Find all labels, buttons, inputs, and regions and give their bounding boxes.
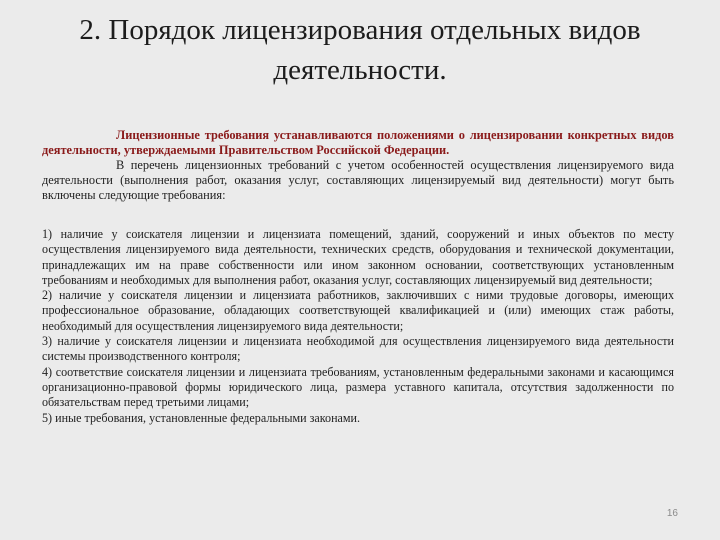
requirement-item: 2) наличие у соискателя лицензии и лицензиата работников, заключивших с ними трудовые договоры, имеющих профессиональное образование, обладающих соответствующей квалификацией и (или) имеющих стаж работы, необходимый для осуществления лицензируемого вида деятельности; xyxy=(42,288,674,333)
slide-title: 2. Порядок лицензирования отдельных видов деятельности. xyxy=(79,14,641,86)
requirement-item: 3) наличие у соискателя лицензии и лицензиата необходимой для осуществления лицензируемого вида деятельности системы производственного контроля; xyxy=(42,334,674,364)
intro-block xyxy=(42,128,674,203)
requirement-item: 5) иные требования, установленные федеральными законами. xyxy=(42,410,361,425)
requirements-list xyxy=(42,227,674,426)
requirement-item: 4) соответствие соискателя лицензии и лицензиата требованиям, установленным федеральными законами и касающимся организационно-правовой формы юридического лица, размера уставного капитала, отсутствия задолженности по обязательствам перед третьими лицами; xyxy=(42,364,674,410)
requirement-item: 1) наличие у соискателя лицензии и лицензиата помещений, зданий, сооружений и иных объектов по месту осуществления лицензируемого вида деятельности, технических средств, оборудования и технической документации, принадлежащих им на праве собственности или ином законном основании, соответствующих установленным требованиям и необходимых для выполнения работ, оказания услуг, составляющих лицензируемый вид деятельности; xyxy=(42,227,674,287)
scope-paragraph: В перечень лицензионных требований с учетом особенностей осуществления лицензируемого вида деятельности (выполнения работ, оказания услуг, составляющих лицензируемый вид деятельности) могут быть включены следующие требования: xyxy=(42,158,674,202)
page-number: 16 xyxy=(666,508,678,519)
lead-paragraph: Лицензионные требования устанавливаются положениями о лицензировании конкретных видов деятельности, утверждаемыми Правительством Российской Федерации. xyxy=(42,128,674,157)
